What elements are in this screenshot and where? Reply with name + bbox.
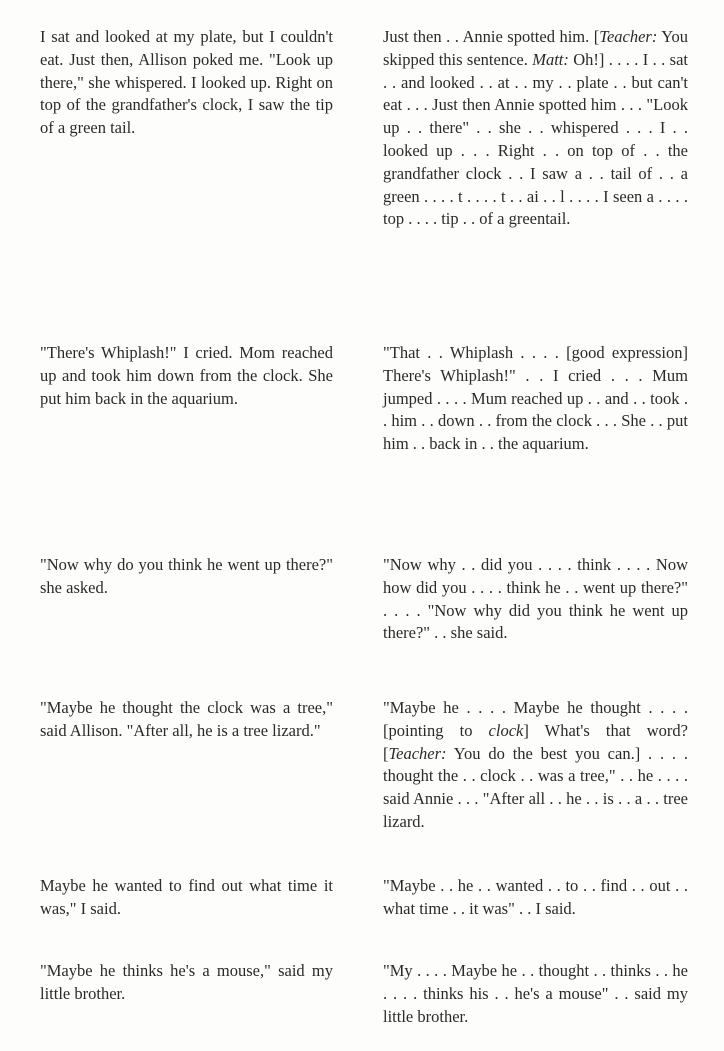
reading-transcript: "My . . . . Maybe he . . thought . . thinks . . he . . . . thinks his . . he's a mouse" . . said my little brother. [383,961,688,1026]
italic-annotation: Teacher: [599,27,658,46]
original-text: "Maybe he thinks he's a mouse," said my little brother. [40,961,333,1003]
italic-annotation: Teacher: [388,743,447,763]
original-text: "Maybe he thought the clock was a tree," said Allison. "After all, he is a tree lizard." [40,698,333,740]
original-text: I sat and looked at my plate, but I couldn't eat. Just then, Allison poked me. "Look up there," she whispered. I looked up. Right on top of the grandfather's clock, I saw the tip of a green tail. [40,27,333,138]
reading-transcript: Just then . . Annie spotted him. [Teacher: You skipped this sentence. Matt: Oh!] . . . . I . . sat . . and looked . . at . . my . . plate . . but can't eat . . . Just then Annie spotted him . . . "Look up . . there" . . she . . whispered . . . I . . looked up . . . Right . . on top of . . the grandfather clock . . I saw a . . tail of . . a green . . . . t . . . . t . . ai . . l . . . . I seen a . . . . top . . . . tip . . of a greentail. [383,27,689,229]
reading-transcript: "Maybe he . . . . Maybe he thought . . . . [pointing to clock] What's that word? [Teacher: You do the best you can.] . . . . thought the . . clock . . was a tree," . . he . . . . said Annie . . . "After all . . he . . is . . a . . tree lizard. [383,698,688,831]
italic-annotation: Matt: [532,49,569,69]
original-text: "There's Whiplash!" I cried. Mom reached up and took him down from the clock. She put him back in the aquarium. [40,343,333,408]
reading-transcript: "That . . Whiplash . . . . [good expression] There's Whiplash!" . . I cried . . . Mum jumped . . . . Mum reached up . . and . . took . . him . . down . . from the clock . . . She . . put him . . back in . . the aquarium. [383,343,688,454]
italic-annotation: clock [488,720,524,740]
original-text: Maybe he wanted to find out what time it was," I said. [40,876,333,918]
reading-transcript: "Now why . . did you . . . . think . . . . Now how did you . . . . think he . . went up there?" . . . . "Now why did you think he went up there?" . . she said. [383,555,688,643]
reading-transcript: "Maybe . . he . . wanted . . to . . find . . out . . what time . . it was" . . I said. [383,876,688,918]
original-text: "Now why do you think he went up there?" she asked. [40,555,333,597]
